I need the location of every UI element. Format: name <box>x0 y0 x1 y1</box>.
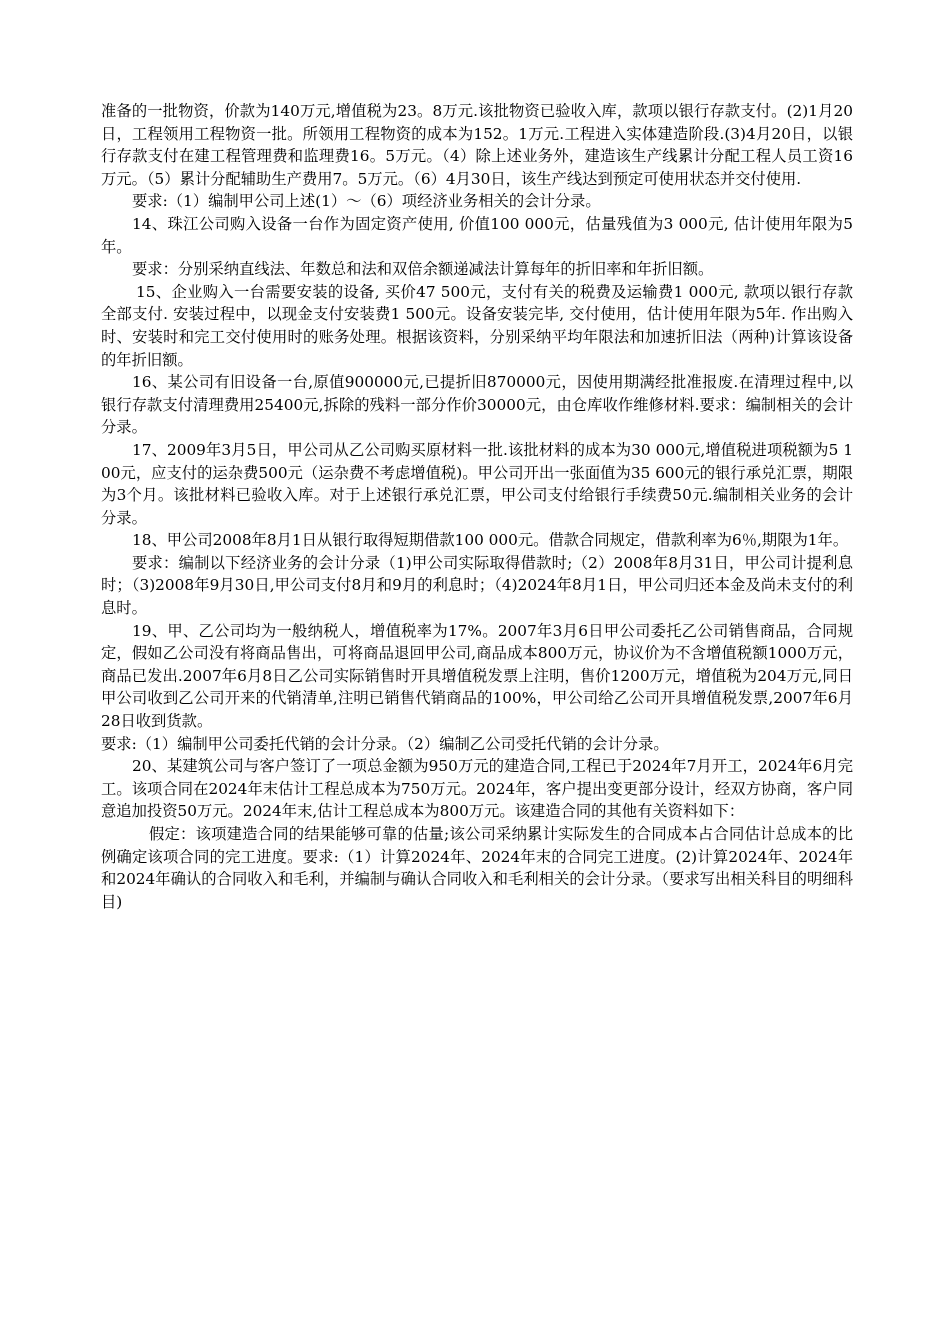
paragraph-13-materials: 准备的一批物资，价款为140万元,增值税为23。8万元.该批物资已验收入库，款项以银行存款支付。(2)1月20日，工程领用工程物资一批。所领用工程物资的成本为152。1万元.工程进入实体建造阶段.(3)4月20日，以银行存款支付在建工程管理费和监理费16。5万元。（4）除上述业务外，建造该生产线累计分配工程人员工资16万元。（5）累计分配辅助生产费用7。5万元。（6）4月30日，该生产线达到预定可使用状态并交付使用. <box>101 102 853 188</box>
paragraph-15-question: 15、企业购入一台需要安装的设备, 买价47 500元，支付有关的税费及运输费1 000元, 款项以银行存款全部支付. 安装过程中，以现金支付安装费1 500元。设备安装完毕, 交付使用，估计使用年限为5年. 作出购入时、安装时和完工交付使用时的账务处理。根据该资料，分别采纳平均年限法和加速折旧法（两种)计算该设备的年折旧额。 <box>101 282 853 369</box>
paragraph-20-assumption: 假定：该项建造合同的结果能够可靠的估量;该公司采纳累计实际发生的合同成本占合同估计总成本的比例确定该项合同的完工进度。要求:（1）计算2024年、2024年末的合同完工进度。(2)计算2024年、2024年和2024年确认的合同收入和毛利，并编制与确认合同收入和毛利相关的会计分录。（要求写出相关科目的明细科目) <box>101 825 853 911</box>
paragraph-18-requirement: 要求：编制以下经济业务的会计分录（1)甲公司实际取得借款时;（2）2008年8月31日，甲公司计提利息时；（3)2008年9月30日,甲公司支付8月和9月的利息时；（4)2024年8月1日，甲公司归还本金及尚未支付的利息时。 <box>101 553 853 618</box>
paragraph-13-requirement: 要求:（1）编制甲公司上述(1）～（6）项经济业务相关的会计分录。 <box>132 192 601 211</box>
document-body <box>101 100 853 913</box>
paragraph-14-question: 14、珠江公司购入设备一台作为固定资产使用, 价值100 000元，估量残值为3 000元, 估计使用年限为5年。 <box>101 214 853 256</box>
paragraph-16-question: 16、某公司有旧设备一台,原值900000元,已提折旧870000元，因使用期满经批准报废.在清理过程中,以银行存款支付清理费用25400元,拆除的残料一部分作价30000元，由仓库收作维修材料.要求：编制相关的会计分录。 <box>101 373 853 437</box>
paragraph-17-question: 17、2009年3月5日，甲公司从乙公司购买原材料一批.该批材料的成本为30 000元,增值税进项税额为5 100元，应支付的运杂费500元（运杂费不考虑增值税)。甲公司开出一张面值为35 600元的银行承兑汇票，期限为3个月。该批材料已验收入库。对于上述银行承兑汇票，甲公司支付给银行手续费50元.编制相关业务的会计分录。 <box>101 440 853 527</box>
paragraph-19-requirement: 要求:（1）编制甲公司委托代销的会计分录。（2）编制乙公司受托代销的会计分录。 <box>101 734 669 753</box>
paragraph-14-requirement: 要求：分别采纳直线法、年数总和法和双倍余额递减法计算每年的折旧率和年折旧额。 <box>132 260 714 279</box>
paragraph-18-question: 18、甲公司2008年8月1日从银行取得短期借款100 000元。借款合同规定，借款利率为6％,期限为1年。 <box>132 531 849 550</box>
paragraph-19-question: 19、甲、乙公司均为一般纳税人，增值税率为17%。2007年3月6日甲公司委托乙公司销售商品，合同规定，假如乙公司没有将商品售出，可将商品退回甲公司,商品成本800万元，协议价为不含增值税额1000万元，商品已发出.2007年6月8日乙公司实际销售时开具增值税发票上注明，售价1200万元，增值税为204万元,同日甲公司收到乙公司开来的代销清单,注明已销售代销商品的100%，甲公司给乙公司开具增值税发票,2007年6月28日收到货款。 <box>101 621 853 731</box>
paragraph-20-question: 20、某建筑公司与客户签订了一项总金额为950万元的建造合同,工程已于2024年7月开工，2024年6月完工。该项合同在2024年末估计工程总成本为750万元。2024年，客户提出变更部分设计，经双方协商，客户同意追加投资50万元。2024年末,估计工程总成本为800万元。该建造合同的其他有关资料如下： <box>101 757 853 821</box>
